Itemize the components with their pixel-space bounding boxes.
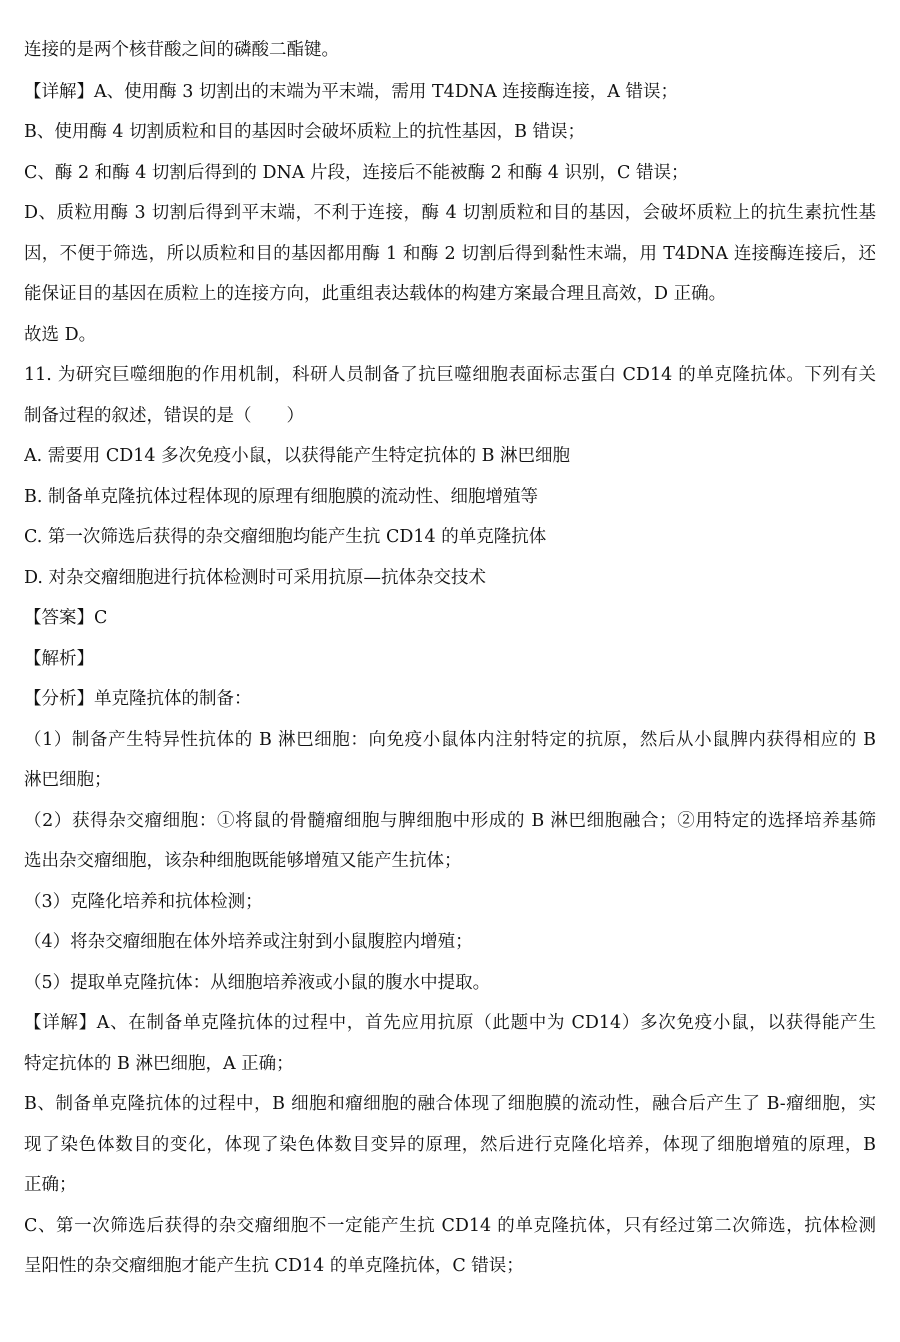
text-line: 能保证目的基因在质粒上的连接方向，此重组表达载体的构建方案最合理且高效，D 正确。 bbox=[24, 284, 727, 304]
text-line: B、制备单克隆抗体的过程中，B 细胞和瘤细胞的融合体现了细胞膜的流动性，融合后产生了 B-瘤细胞，实 bbox=[24, 1094, 876, 1114]
text-line: （5）提取单克隆抗体：从细胞培养液或小鼠的腹水中提取。 bbox=[24, 973, 491, 993]
text-line: （2）获得杂交瘤细胞：①将鼠的骨髓瘤细胞与脾细胞中形成的 B 淋巴细胞融合；②用特定的选择培养基筛 bbox=[24, 811, 876, 831]
text-line: D、质粒用酶 3 切割后得到平末端，不利于连接，酶 4 切割质粒和目的基因，会破坏质粒上的抗生素抗性基 bbox=[24, 203, 876, 223]
answer-line: 【答案】C bbox=[24, 608, 108, 628]
text-line: 故选 D。 bbox=[24, 325, 97, 345]
text-line: 【分析】单克隆抗体的制备： bbox=[24, 689, 252, 709]
option-a: A. 需要用 CD14 多次免疫小鼠，以获得能产生特定抗体的 B 淋巴细胞 bbox=[24, 446, 571, 466]
analysis-heading: 【解析】 bbox=[24, 649, 94, 669]
text-line: 现了染色体数目的变化，体现了染色体数目变异的原理，然后进行克隆化培养，体现了细胞增殖的原理，B bbox=[24, 1135, 876, 1155]
text-line: （4）将杂交瘤细胞在体外培养或注射到小鼠腹腔内增殖； bbox=[24, 932, 473, 952]
text-line: C、酶 2 和酶 4 切割后得到的 DNA 片段，连接后不能被酶 2 和酶 4 识别，C 错误； bbox=[24, 163, 689, 183]
text-line: 淋巴细胞； bbox=[24, 770, 112, 790]
text-line: （3）克隆化培养和抗体检测； bbox=[24, 892, 263, 912]
text-line: （1）制备产生特异性抗体的 B 淋巴细胞：向免疫小鼠体内注射特定的抗原，然后从小鼠脾内获得相应的 B bbox=[24, 730, 876, 750]
text-line: 呈阳性的杂交瘤细胞才能产生抗 CD14 的单克隆抗体，C 错误； bbox=[24, 1256, 524, 1276]
option-d: D. 对杂交瘤细胞进行抗体检测时可采用抗原—抗体杂交技术 bbox=[24, 568, 487, 588]
text-line: 【详解】A、在制备单克隆抗体的过程中，首先应用抗原（此题中为 CD14）多次免疫小鼠，以获得能产生 bbox=[24, 1013, 876, 1033]
text-line: 正确； bbox=[24, 1175, 77, 1195]
text-line: 特定抗体的 B 淋巴细胞，A 正确； bbox=[24, 1054, 294, 1074]
text-line: 因，不便于筛选，所以质粒和目的基因都用酶 1 和酶 2 切割后得到黏性末端，用 T4DNA 连接酶连接后，还 bbox=[24, 244, 876, 264]
question-stem: 11. 为研究巨噬细胞的作用机制，科研人员制备了抗巨噬细胞表面标志蛋白 CD14 的单克隆抗体。下列有关 bbox=[24, 365, 876, 385]
text-line: 连接的是两个核苷酸之间的磷酸二酯键。 bbox=[24, 40, 339, 60]
option-c: C. 第一次筛选后获得的杂交瘤细胞均能产生抗 CD14 的单克隆抗体 bbox=[24, 527, 547, 547]
text-line: 【详解】A、使用酶 3 切割出的末端为平末端，需用 T4DNA 连接酶连接，A 错误； bbox=[24, 82, 679, 102]
text-line: 选出杂交瘤细胞，该杂种细胞既能够增殖又能产生抗体； bbox=[24, 851, 462, 871]
text-line: C、第一次筛选后获得的杂交瘤细胞不一定能产生抗 CD14 的单克隆抗体，只有经过第二次筛选，抗体检测 bbox=[24, 1216, 876, 1236]
option-b: B. 制备单克隆抗体过程体现的原理有细胞膜的流动性、细胞增殖等 bbox=[24, 487, 538, 507]
text-line: B、使用酶 4 切割质粒和目的基因时会破坏质粒上的抗性基因，B 错误； bbox=[24, 122, 586, 142]
question-stem: 制备过程的叙述，错误的是（ ） bbox=[24, 406, 304, 426]
